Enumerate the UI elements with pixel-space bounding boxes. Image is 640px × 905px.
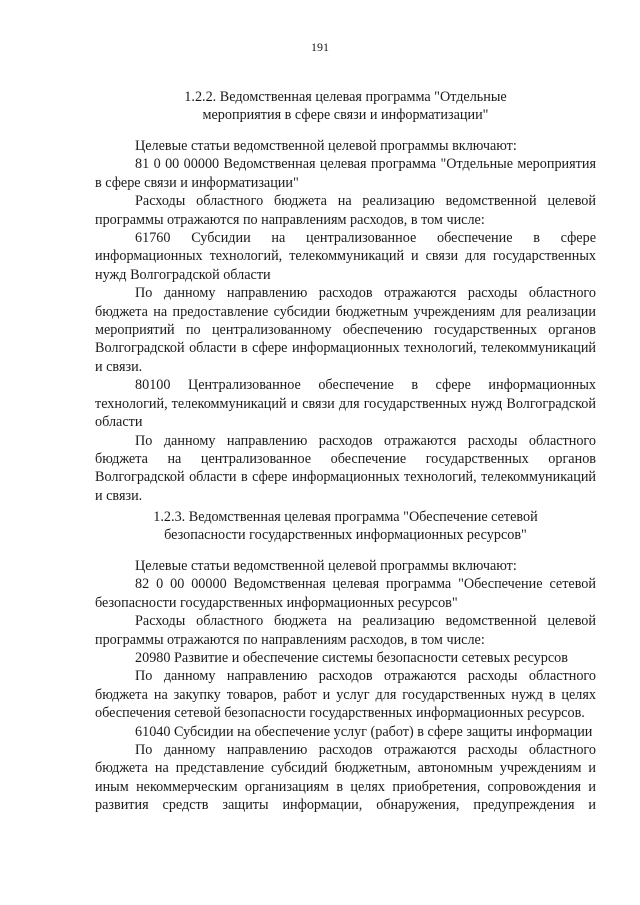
paragraph: 81 0 00 00000 Ведомственная целевая программа "Отдельные мероприятия в сфере связи и информатизации" (95, 156, 596, 191)
heading-line: мероприятия в сфере связи и информатизации" (202, 107, 489, 124)
paragraph: Расходы областного бюджета на реализацию ведомственной целевой программы отражаются по направлениям расходов, в том числе: (95, 193, 596, 228)
paragraph: 61760 Субсидии на централизованное обеспечение в сфере информационных технологий, телекоммуникаций и связи для государственных нужд Волгоградской области (95, 230, 596, 283)
heading-line: безопасности государственных информационных ресурсов" (164, 527, 527, 544)
page-number: 191 (311, 40, 329, 54)
paragraph: 61040 Субсидии на обеспечение услуг (работ) в сфере защиты информации (135, 723, 593, 740)
heading-line: 1.2.3. Ведомственная целевая программа "Обеспечение сетевой (153, 509, 538, 525)
paragraph: 20980 Развитие и обеспечение системы безопасности сетевых ресурсов (135, 650, 568, 667)
section-1-2-3-body (95, 557, 596, 815)
section-1-2-2-body (95, 137, 596, 505)
heading-line: 1.2.2. Ведомственная целевая программа "Отдельные (184, 89, 507, 105)
paragraph: Целевые статьи ведомственной целевой программы включают: (135, 558, 517, 574)
paragraph: Целевые статьи ведомственной целевой программы включают: (135, 138, 517, 154)
section-1-2-3-heading (95, 508, 596, 545)
section-1-2-2-heading (95, 88, 596, 125)
paragraph: По данному направлению расходов отражаются расходы областного бюджета на представление субсидий бюджетным, автономным учреждениям и иным некоммерческим организациям в целях приобретения, сопровождения и развития средств защиты информации, обнаружения, предупреждения и (95, 742, 596, 814)
paragraph: Расходы областного бюджета на реализацию ведомственной целевой программы отражаются по направлениям расходов, в том числе: (95, 613, 596, 648)
paragraph: По данному направлению расходов отражаются расходы областного бюджета на централизованное обеспечение государственных органов Волгоградской области в сфере информационных технологий, телекоммуникаций и связи. (95, 432, 596, 504)
paragraph: 82 0 00 00000 Ведомственная целевая программа "Обеспечение сетевой безопасности государственных информационных ресурсов" (95, 576, 596, 611)
paragraph: По данному направлению расходов отражаются расходы областного бюджета на закупку товаров, работ и услуг для государственных нужд в целях обеспечения сетевой безопасности государственных информационных ресурсов. (95, 668, 596, 722)
paragraph: По данному направлению расходов отражаются расходы областного бюджета на предоставление субсидии бюджетным учреждениям для реализации мероприятий по централизованному обеспечению государственных органов Волгоградской области в сфере информационных технологий, телекоммуникаций и связи. (95, 285, 596, 375)
paragraph: 80100 Централизованное обеспечение в сфере информационных технологий, телекоммуникаций и связи для государственных нужд Волгоградской области (95, 377, 596, 431)
